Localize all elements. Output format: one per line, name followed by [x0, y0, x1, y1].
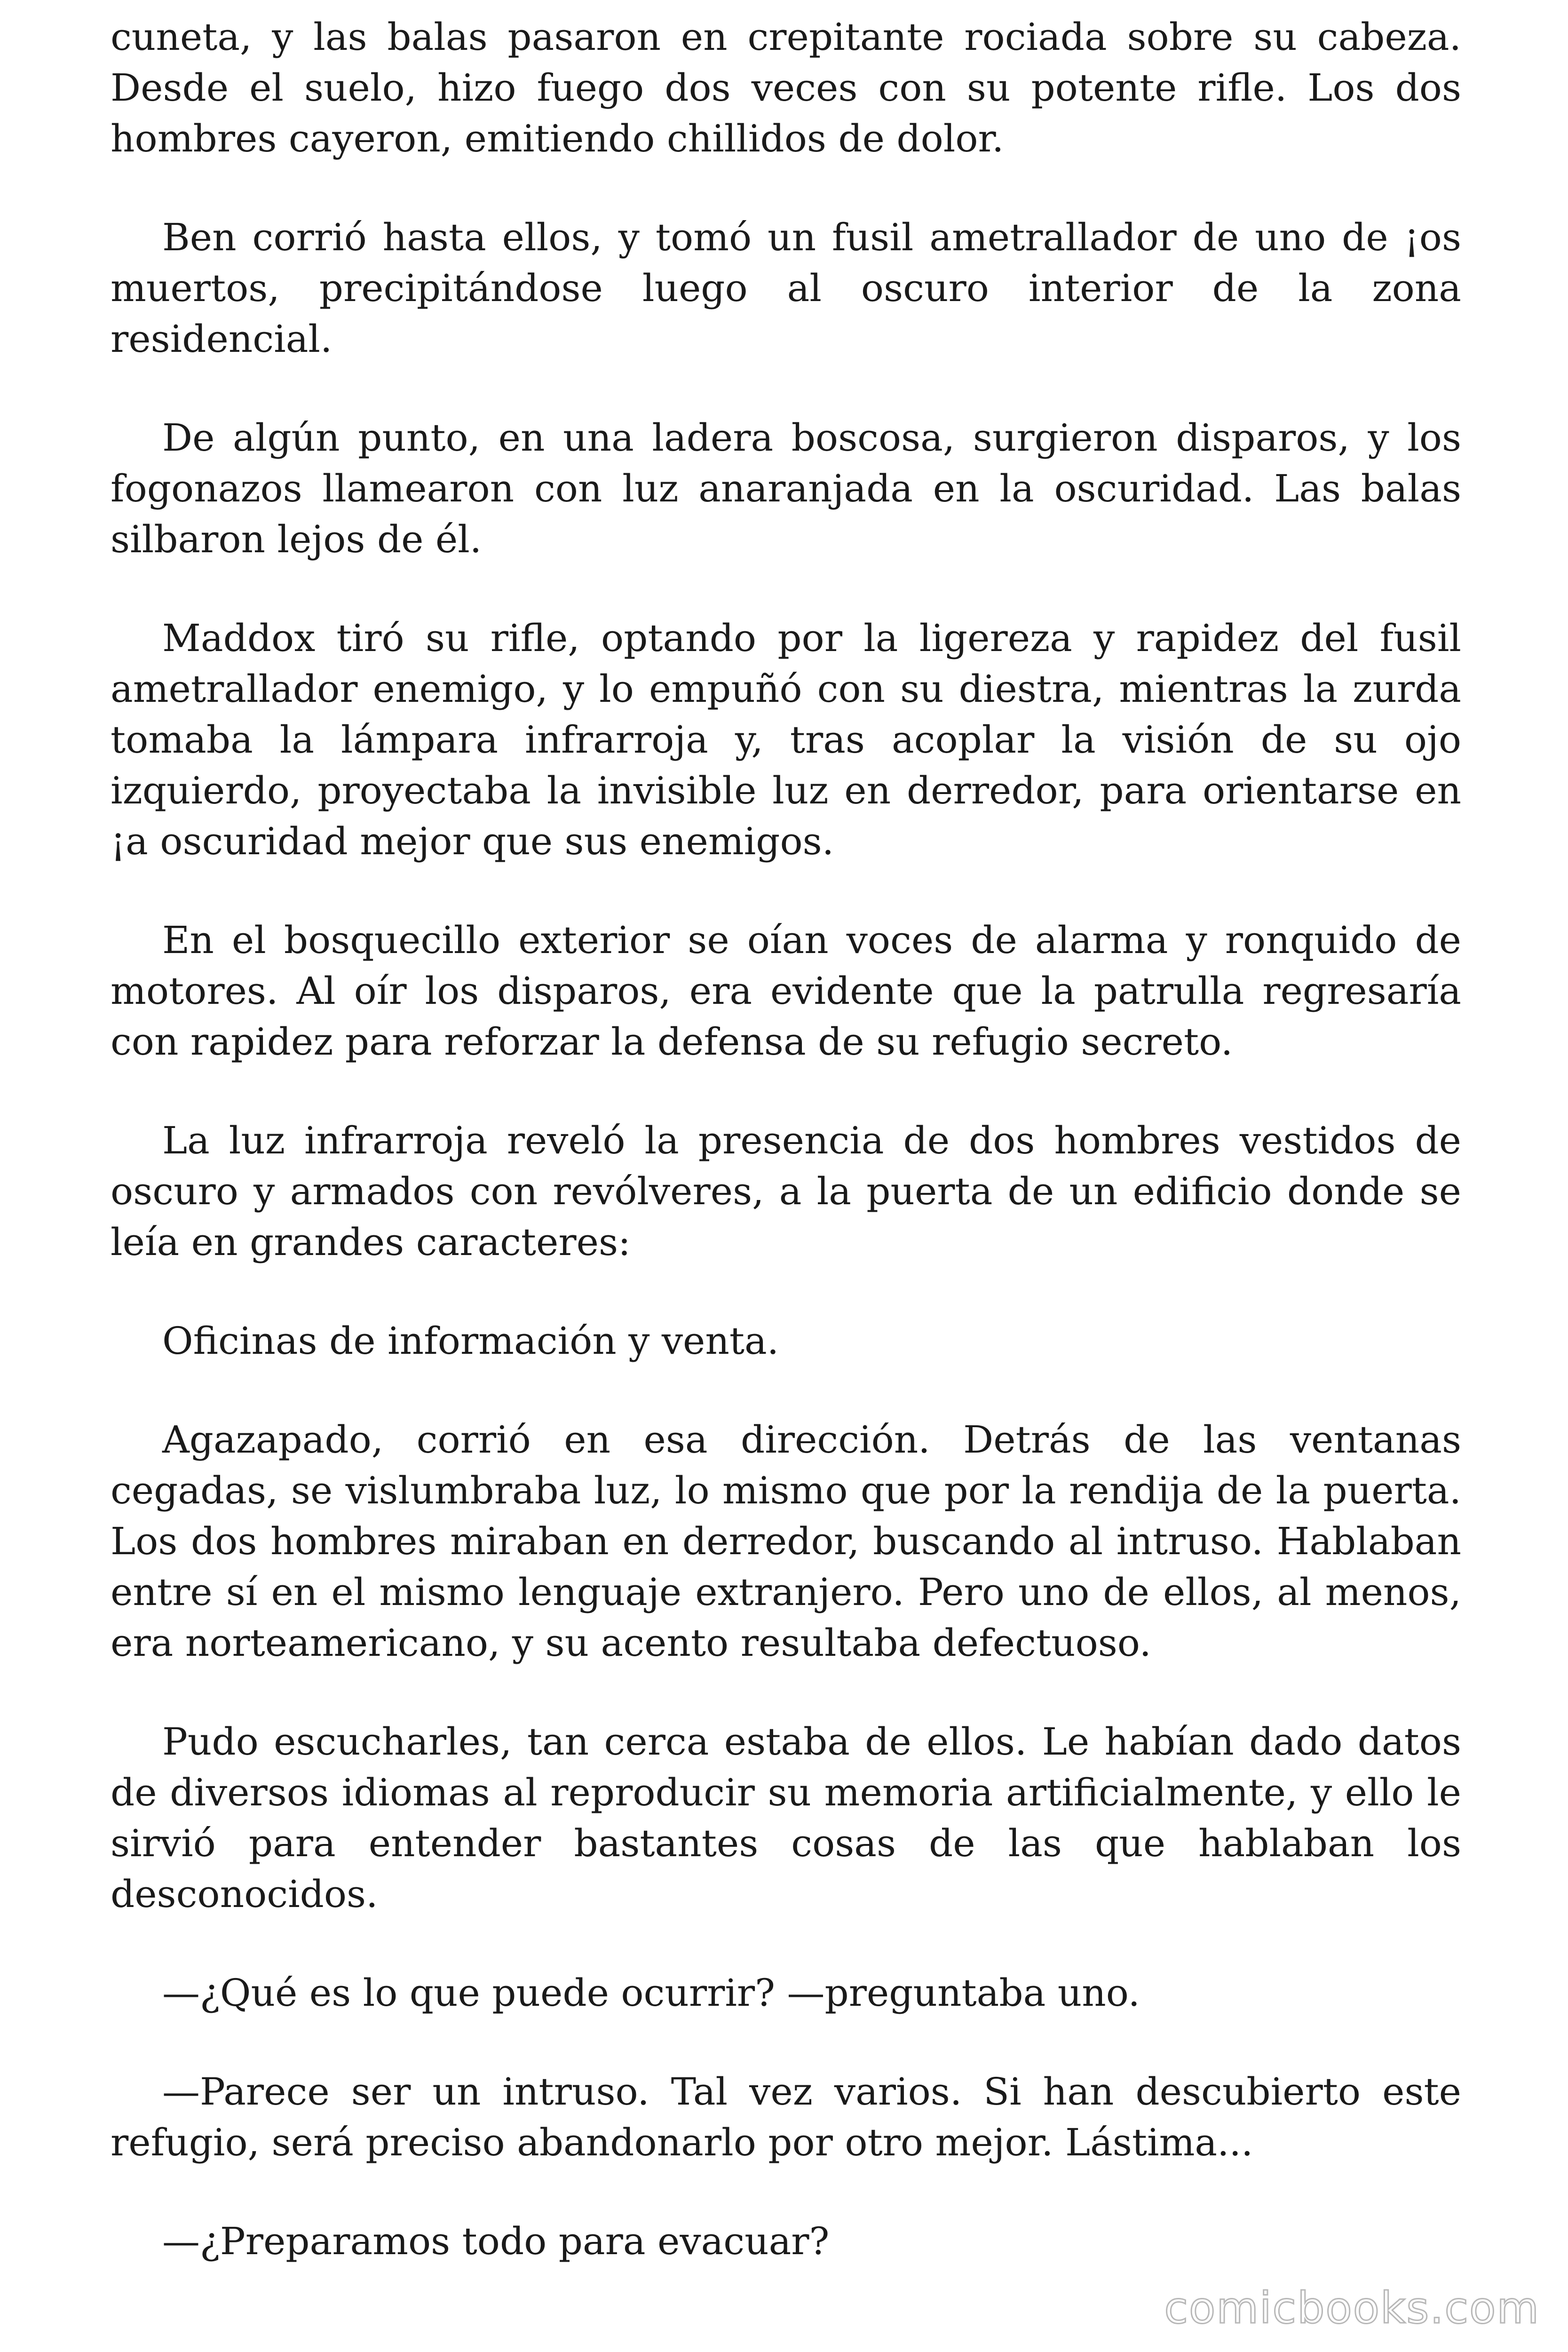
- watermark: comicbooks.com: [1164, 2283, 1540, 2333]
- dialogue-line: —¿Preparamos todo para evacuar?: [162, 2219, 830, 2263]
- dialogue-line: —Parece ser un intruso. Tal vez varios. Si han descubierto este refugio, será preciso abandonarlo por otro mejor. Lástima...: [111, 2070, 1461, 2164]
- paragraph: Ben corrió hasta ellos, y tomó un fusil ametrallador de uno de ¡os muertos, precipitándose luego al oscuro interior de la zona residencial.: [111, 215, 1461, 361]
- paragraph: Oficinas de información y venta.: [162, 1319, 779, 1363]
- paragraph: En el bosquecillo exterior se oían voces de alarma y ronquido de motores. Al oír los disparos, era evidente que la patrulla regresaría con rapidez para reforzar la defensa de su refugio secreto.: [111, 918, 1461, 1064]
- page-body: [111, 12, 1461, 2267]
- dialogue-line: —¿Qué es lo que puede ocurrir? —preguntaba uno.: [162, 1971, 1140, 2015]
- paragraph: Agazapado, corrió en esa dirección. Detrás de las ventanas cegadas, se vislumbraba luz, lo mismo que por la rendija de la puerta. Los dos hombres miraban en derredor, buscando al intruso. Hablaban entre sí en el mismo lenguaje extranjero. Pero uno de ellos, al menos, era norteamericano, y su acento resultaba defectuoso.: [111, 1418, 1461, 1665]
- paragraph: De algún punto, en una ladera boscosa, surgieron disparos, y los fogonazos llamearon con luz anaranjada en la oscuridad. Las balas silbaron lejos de él.: [111, 416, 1461, 561]
- paragraph: Pudo escucharles, tan cerca estaba de ellos. Le habían dado datos de diversos idiomas al reproducir su memoria artificialmente, y ello le sirvió para entender bastantes cosas de las que hablaban los desconocidos.: [111, 1720, 1461, 1916]
- paragraph: Maddox tiró su rifle, optando por la ligereza y rapidez del fusil ametrallador enemigo, y lo empuñó con su diestra, mientras la zurda tomaba la lámpara infrarroja y, tras acoplar la visión de su ojo izquierdo, proyectaba la invisible luz en derredor, para orientarse en ¡a oscuridad mejor que sus enemigos.: [111, 616, 1461, 863]
- paragraph: cuneta, y las balas pasaron en crepitante rociada sobre su cabeza. Desde el suelo, hizo fuego dos veces con su potente rifle. Los dos hombres cayeron, emitiendo chillidos de dolor.: [111, 15, 1461, 160]
- paragraph: La luz infrarroja reveló la presencia de dos hombres vestidos de oscuro y armados con revólveres, a la puerta de un edificio donde se leía en grandes caracteres:: [111, 1119, 1461, 1264]
